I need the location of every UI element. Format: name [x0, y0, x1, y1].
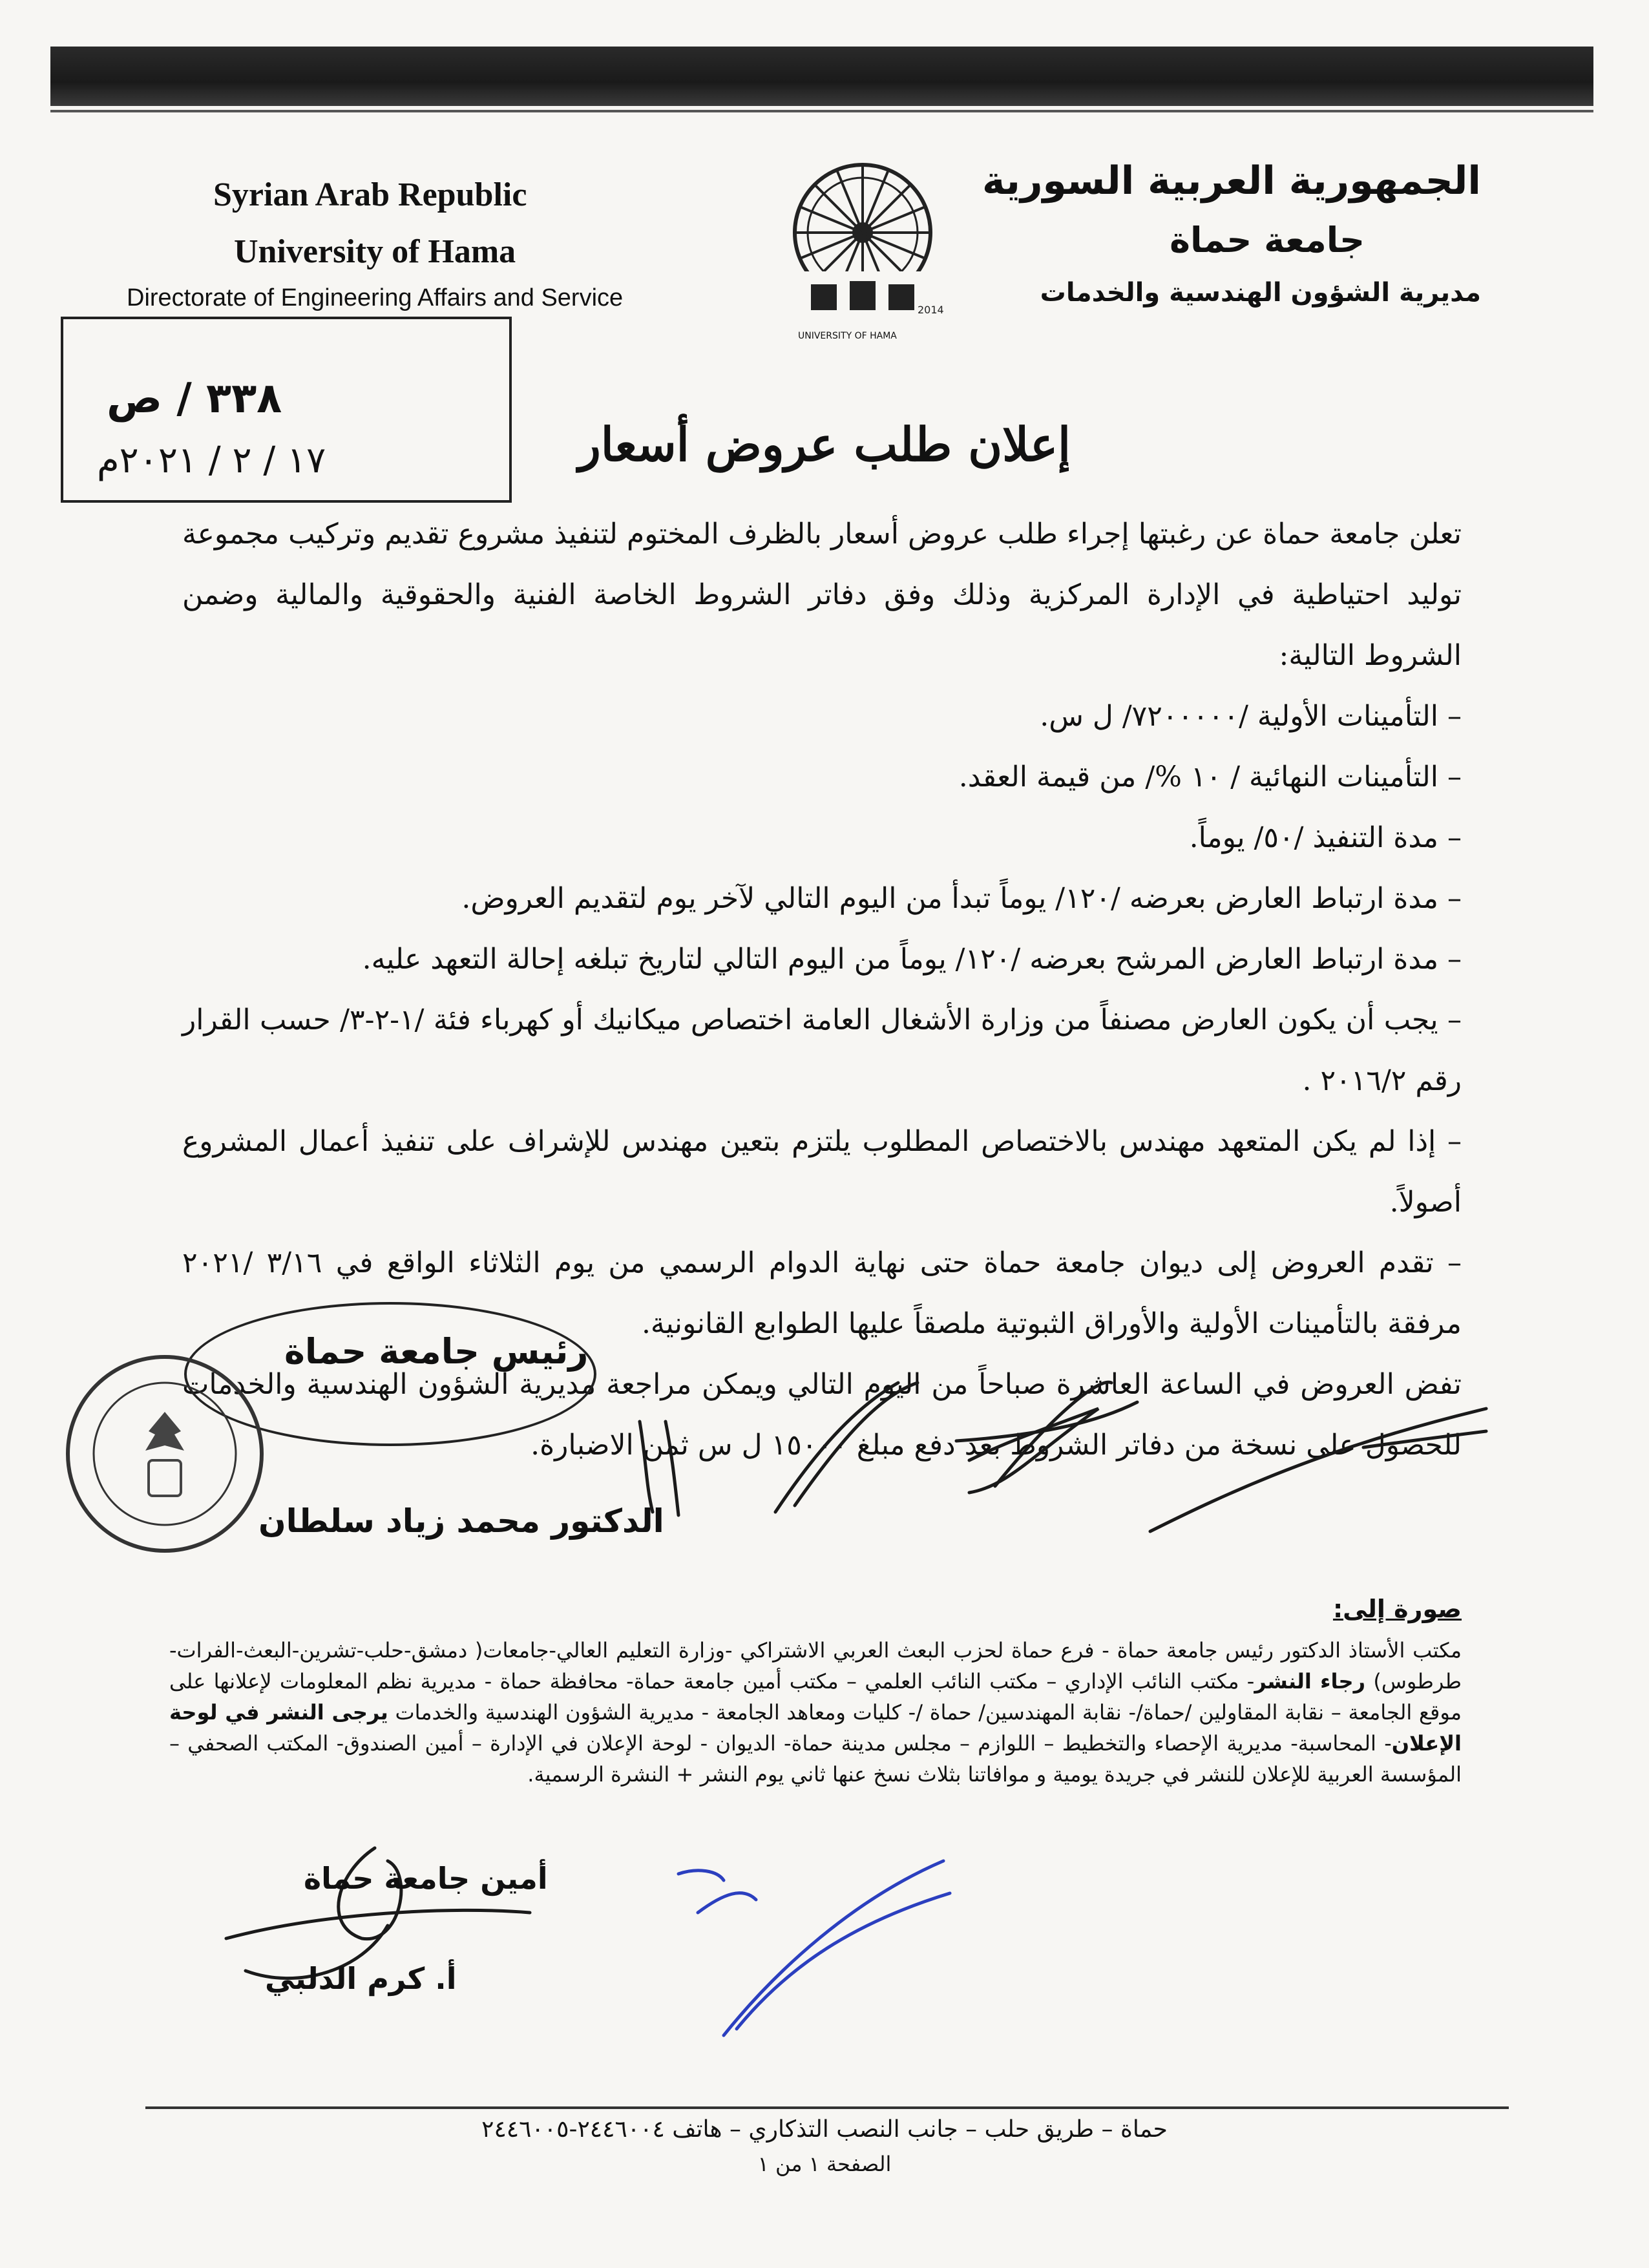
cc-bold-part: رجاء النشر	[1254, 1669, 1366, 1694]
cc-text-part: - مكتب النائب الإداري – مكتب النائب العلمي – مكتب أمين جامعة حماة- محافظة حماة - مديرية نظم المعلومات لإعلانها على موقع الجامعة – نقابة المقاولين /حماة/- نقابة المهندسين/ حماة /- كليات ومعاهد الجامعة - مديرية الشؤون الهندسية والخدمات	[169, 1669, 1462, 1725]
cc-text-part: - المحاسبة- مديرية الإحصاء والتخطيط – اللوازم – مجلس مدينة حماة- الديوان - لوحة الإعلان في الإدارة – أمين الصندوق- المكتب الصحفي – المؤسسة العربية للإعلان للنشر في جريدة يومية و موافاتنا بثلاث نسخ عنها ثاني يوم النشر + النشرة الرسمية.	[169, 1731, 1462, 1787]
body-condition: – مدة ارتباط العارض المرشح بعرضه /١٢٠/ يوماً من اليوم التالي لتاريخ تبلغه إحالة التعهد عليه.	[362, 943, 1462, 976]
stamp-number: ٣٣٨ / ص	[107, 375, 282, 423]
body-condition: – مدة ارتباط العارض بعرضه /١٢٠/ يوماً تبدأ من اليوم التالي لآخر يوم لتقديم العروض.	[461, 882, 1462, 915]
svg-text:2014: 2014	[918, 304, 944, 316]
cc-bold-part: يرجى النشر في لوحة الإعلان	[169, 1700, 1462, 1756]
body-condition: – إذا لم يكن المتعهد مهندس بالاختصاص المطلوب يلتزم بتعين مهندس للإشراف على تنفيذ أعمال المشروع أصولاً.	[182, 1125, 1462, 1219]
signer-title: رئيس جامعة حماة	[284, 1331, 589, 1372]
header-ar-university: جامعة حماة	[1170, 220, 1365, 260]
body-condition: – تقدم العروض إلى ديوان جامعة حماة حتى نهاية الدوام الرسمي من يوم الثلاثاء الواقع في ٣/١٦ /٢٠٢١ مرفقة بالتأمينات الأولية والأوراق الثبوتية ملصقاً عليها الطوابع القانونية.	[182, 1246, 1462, 1340]
body-condition: – التأمينات النهائية / ١٠ %/ من قيمة العقد.	[958, 761, 1462, 793]
footer-address: حماة – طريق حلب – جانب النصب التذكاري – هاتف ٢٤٤٦٠٠٤-٢٤٤٦٠٠٥	[481, 2116, 1168, 2143]
body-closing: تفض العروض في الساعة العاشرة صباحاً من اليوم التالي ويمكن مراجعة مديرية الشؤون الهندسية والخدمات للحصول على نسخة من دفاتر الشروط بعد دفع مبلغ ١٥٠٠٠ ل س ثمن الاضبارة.	[182, 1368, 1462, 1462]
signer-name: الدكتور محمد زياد سلطان	[258, 1502, 664, 1540]
stamp-date: ١٧ / ٢ / ٢٠٢١م	[97, 439, 326, 481]
page-title: إعلان طلب عروض أسعار	[578, 417, 1071, 472]
header-en-directorate: Directorate of Engineering Affairs and Service	[127, 284, 624, 311]
header-ar-directorate: مديرية الشؤون الهندسية والخدمات	[1040, 278, 1481, 308]
secretary-name: أ. كرم الدلبي	[265, 1961, 457, 1996]
header-en-university: University of Hama	[234, 233, 516, 270]
cc-label: صورة إلى:	[1332, 1595, 1462, 1623]
body-condition: – التأمينات الأولية /٧٢٠٠٠٠٠/ ل س.	[1040, 700, 1462, 733]
body-condition: – يجب أن يكون العارض مصنفاً من وزارة الأشغال العامة اختصاص ميكانيك أو كهرباء فئة /١-٢-٣/ حسب القرار رقم ٢٠١٦/٢ .	[182, 1003, 1462, 1097]
footer-page-number: الصفحة ١ من ١	[757, 2152, 892, 2176]
header-en-country: Syrian Arab Republic	[213, 176, 527, 213]
cc-text-part: مكتب الأستاذ الدكتور رئيس جامعة حماة - فرع حماة لحزب البعث العربي الاشتراكي -وزارة التعليم العالي-جامعات( دمشق-حلب-تشرين-البعث-الفرات-طرطوس)	[169, 1638, 1462, 1694]
logo-caption: UNIVERSITY OF HAMA	[798, 331, 897, 341]
secretary-title: أمين جامعة حماة	[304, 1861, 548, 1896]
body-intro: تعلن جامعة حماة عن رغبتها إجراء طلب عروض أسعار بالظرف المختوم لتنفيذ مشروع تقديم وتركيب مجموعة توليد احتياطية في الإدارة المركزية وذلك وفق دفاتر الشروط الخاصة الفنية والحقوقية والمالية وضمن الشروط التالية:	[182, 518, 1462, 672]
cc-recipients	[169, 1635, 1462, 1790]
header-ar-country: الجمهورية العربية السورية	[982, 158, 1481, 204]
body-condition: – مدة التنفيذ /٥٠/ يوماً.	[1189, 821, 1462, 854]
footer-rule	[145, 2106, 1509, 2109]
